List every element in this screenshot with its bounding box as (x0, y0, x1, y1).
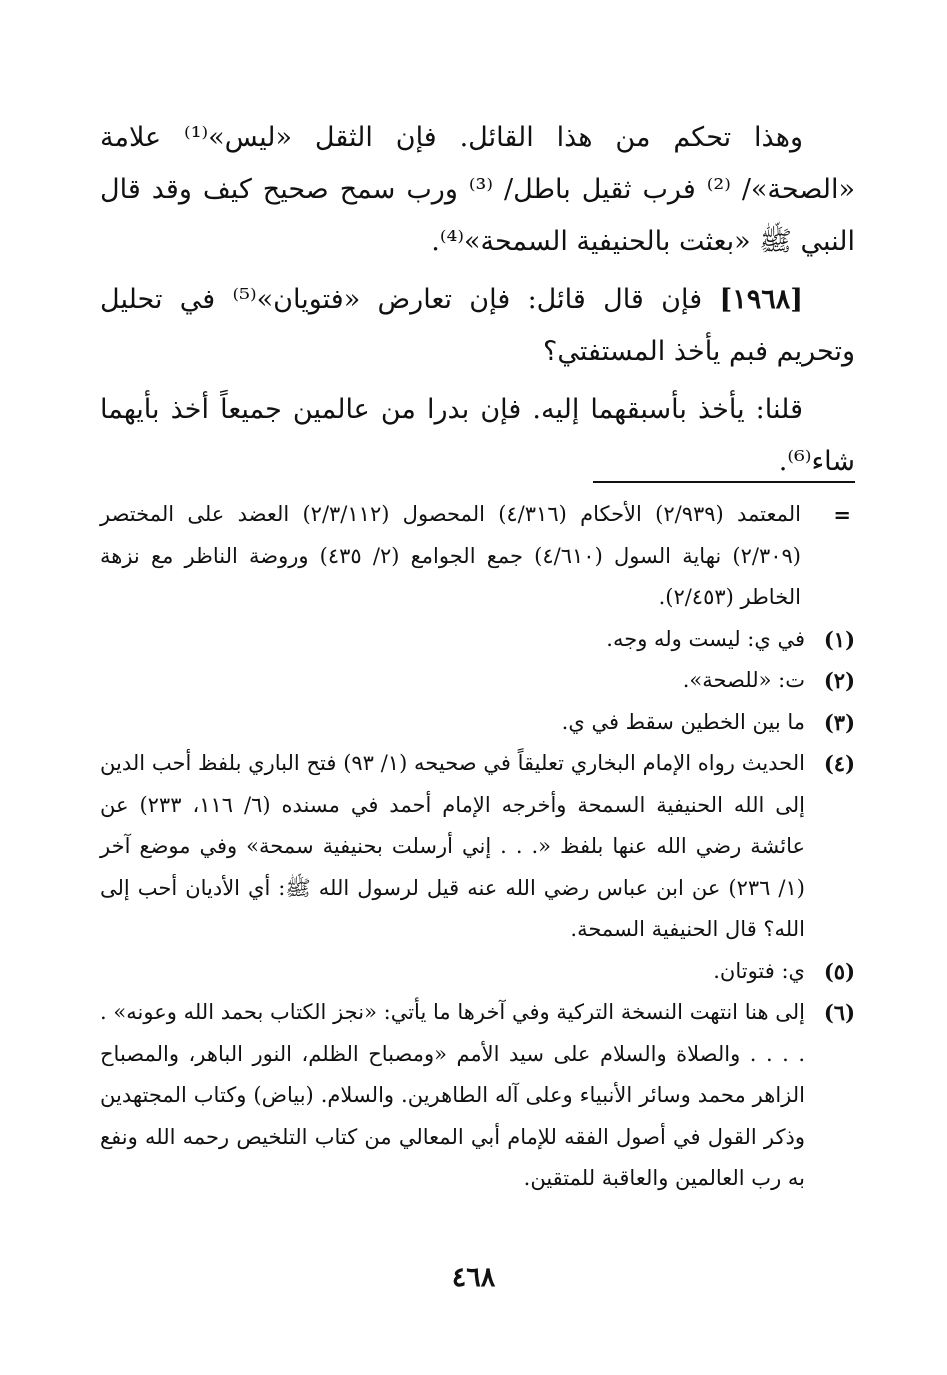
footnote-text: إلى هنا انتهت النسخة التركية وفي آخرها ما يأتي: «نجز الكتاب بحمد الله وعونه» . . . . . والصلاة والسلام على سيد الأمم «ومصباح الظلم، النور الباهر، والمصباح الزاهر محمد وسائر الأنبياء وعلى آله الطاهرين. والسلام. (بياض) وكتاب المجتهدين وذكر القول في أصول الفقه للإمام أبي المعالي من كتاب التلخيص رحمه الله ونفع به رب العالمين والعاقبة للمتقين. (100, 1000, 805, 1190)
footnote-separator-rule (593, 481, 855, 483)
footnote-item (100, 743, 855, 951)
continuation-mark: = (833, 502, 851, 527)
footnote-continuation-text: المعتمد (٢/٩٣٩) الأحكام (٤/٣١٦) المحصول (٢/٣/١١٢) العضد على المختصر (٢/٣٠٩) نهاية السول (٤/٦١٠) جمع الجوامع (٢/ ٤٣٥) وروضة الناظر مع نزهة الخاطر (٢/٤٥٣). (100, 502, 802, 609)
paragraph-number-marker: [١٩٦٨] (719, 284, 804, 315)
paragraph-2-text: فإن قال قائل: فإن تعارض «فتويان»⁽⁵⁾ في تحليل وتحريم فبم يأخذ المستفتي؟ (100, 284, 855, 367)
footnote-item (100, 660, 855, 702)
footnote-number: (٥) (823, 958, 855, 984)
footnote-item (100, 702, 855, 744)
footnote-number: (٦) (823, 1000, 855, 1025)
footnote-text: ت: «للصحة». (682, 668, 805, 692)
footnote-item (100, 951, 855, 993)
footnotes-block (100, 494, 855, 1200)
paragraph-1: وهذا تحكم من هذا القائل. فإن الثقل «ليس»⁽¹⁾ علامة «الصحة»/ ⁽²⁾ فرب ثقيل باطل/ ⁽³⁾ ورب سمح صحيح كيف وقد قال النبي ﷺ «بعثت بالحنيفية السمحة»⁽⁴⁾. (100, 122, 855, 257)
footnote-text: ما بين الخطين سقط في ي. (561, 709, 805, 734)
footnote-number: (١) (823, 626, 855, 652)
footnote-number: (٣) (823, 709, 855, 735)
footnote-number: (٢) (823, 668, 855, 693)
main-text-block (100, 112, 855, 494)
footnote-item (100, 992, 855, 1200)
footnote-text: ي: فتوتان. (713, 958, 805, 983)
paragraph-2 (100, 274, 855, 378)
footnote-continuation (100, 494, 855, 619)
footnote-number: (٤) (823, 751, 855, 776)
paragraph-3: قلنا: يأخذ بأسبقهما إليه. فإن بدرا من عالمين جميعاً أخذ بأيهما شاء⁽⁶⁾. (100, 394, 855, 477)
footnote-text: في ي: ليست وله وجه. (606, 626, 805, 651)
footnote-text: الحديث رواه الإمام البخاري تعليقاً في صحيحه (١/ ٩٣) فتح الباري بلفظ أحب الدين إلى الله الحنيفية السمحة وأخرجه الإمام أحمد في مسنده (٦/ ١١٦، ٢٣٣) عن عائشة رضي الله عنها بلفظ «. . . إني أرسلت بحنيفية سمحة» وفي موضع آخر (١/ ٢٣٦) عن ابن عباس رضي الله عنه قيل لرسول الله ﷺ: أي الأديان أحب إلى الله؟ قال الحنيفية السمحة. (100, 751, 805, 941)
page-number: ٤٦٨ (451, 1262, 496, 1293)
footnote-item (100, 619, 855, 661)
